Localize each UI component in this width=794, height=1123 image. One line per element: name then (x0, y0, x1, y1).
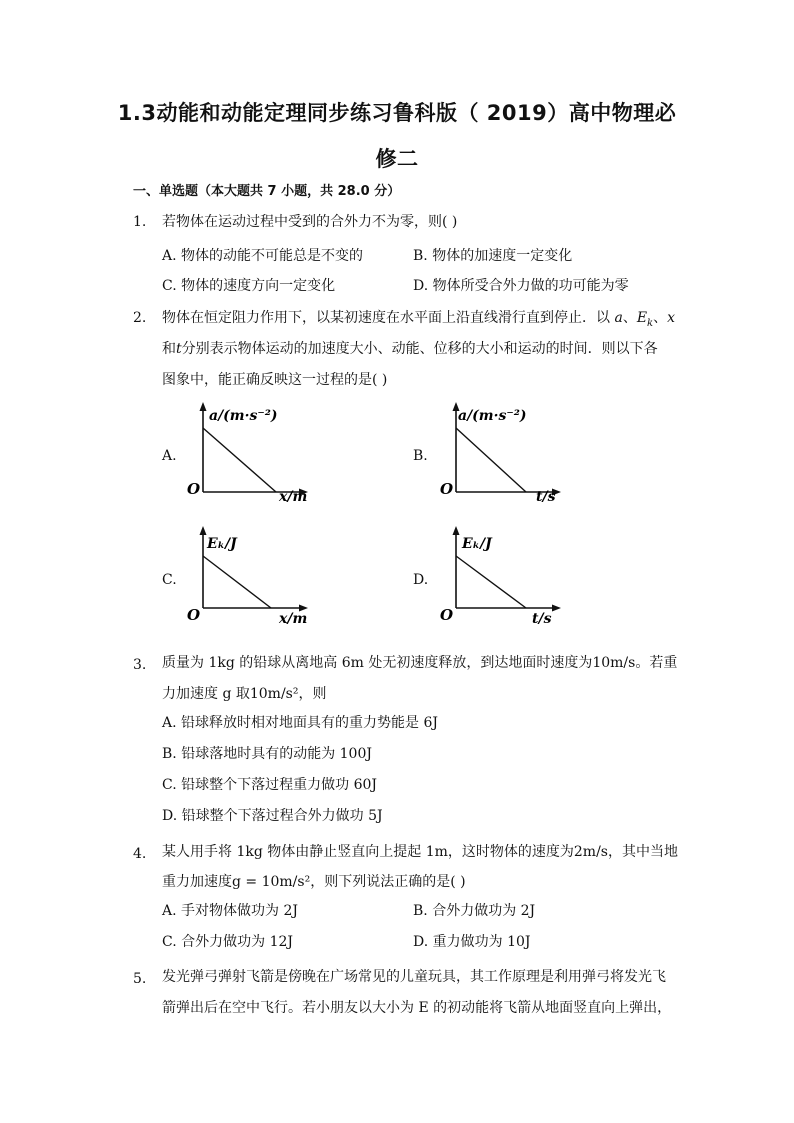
q2-and: 和 (162, 341, 176, 357)
question-2-line-2 (162, 333, 658, 365)
q2-line1-text: 物体在恒定阻力作用下，以某初速度在水平面上沿直线滑行直到停止．以 (162, 310, 610, 326)
question-number: 3. (133, 657, 147, 673)
question-5-line-1: 发光弹弓弹射飞箭是傍晚在广场常见的儿童玩具，其工作原理是利用弹弓将发光飞 (162, 969, 666, 985)
section-header: 一、单选题（本大题共 7 小题，共 28.0 分） (133, 184, 401, 199)
graph-d-origin: O (440, 606, 454, 624)
graph-c-label: C. (162, 572, 177, 588)
q1-option-b: B. 物体的加速度一定变化 (413, 248, 573, 264)
var-ek-subscript: k (647, 317, 654, 329)
graph-c (183, 524, 313, 629)
graph-a-ylabel: a/(m·s⁻²) (209, 408, 278, 424)
q4-option-c: C. 合外力做功为 12J (162, 934, 293, 950)
graph-b (436, 400, 566, 505)
question-4-line-1: 某人用手将 1kg 物体由静止竖直向上提起 1m，这时物体的速度为2m/s，其中当地 (162, 844, 678, 860)
question-number: 1. (133, 214, 147, 230)
graph-d (436, 524, 566, 629)
graph-b-xlabel: t/s (536, 489, 556, 505)
graph-a-label: A. (162, 448, 177, 464)
graph-b-origin: O (440, 480, 454, 498)
var-a: a (614, 310, 623, 326)
var-t: t (176, 341, 182, 357)
q4-option-d: D. 重力做功为 10J (413, 934, 531, 950)
graph-c-ylabel: Eₖ/J (207, 536, 237, 552)
var-ek: E (636, 310, 648, 326)
var-x: x (667, 310, 676, 326)
question-2-line-3: 图象中，能正确反映这一过程的是( ) (162, 372, 388, 388)
question-3-line-1: 质量为 1kg 的铅球从离地高 6m 处无初速度释放，到达地面时速度为10m/s。若重 (162, 655, 678, 671)
question-number: 4. (133, 846, 147, 862)
graph-a (183, 400, 313, 505)
question-3-line-2: 力加速度 g 取10m/s²，则 (162, 686, 327, 702)
q3-option-b: B. 铅球落地时具有的动能为 100J (162, 746, 372, 762)
page-title: 1.3动能和动能定理同步练习鲁科版（ 2019）高中物理必 (117, 101, 677, 125)
graph-d-label: D. (413, 572, 429, 588)
q1-option-c: C. 物体的速度方向一定变化 (162, 278, 336, 294)
q3-option-a: A. 铅球释放时相对地面具有的重力势能是 6J (162, 715, 438, 731)
graph-c-xlabel: x/m (279, 611, 308, 627)
question-number: 2. (133, 310, 147, 326)
q2-line2-rest: 分别表示物体运动的加速度大小、动能、位移的大小和运动的时间．则以下各 (181, 341, 658, 357)
separator: 、 (622, 310, 637, 326)
graph-c-origin: O (187, 606, 201, 624)
graph-d-xlabel: t/s (532, 611, 552, 627)
q1-option-d: D. 物体所受合外力做的功可能为零 (413, 278, 629, 294)
graph-a-xlabel: x/m (279, 489, 308, 505)
page-title-continued: 修二 (375, 147, 419, 171)
graph-b-ylabel: a/(m·s⁻²) (458, 408, 527, 424)
graph-a-origin: O (187, 480, 201, 498)
q3-option-c: C. 铅球整个下落过程重力做功 60J (162, 777, 377, 793)
question-1-stem: 若物体在运动过程中受到的合外力不为零，则( ) (162, 214, 458, 230)
question-4-line-2: 重力加速度g = 10m/s²，则下列说法正确的是( ) (162, 874, 466, 890)
question-5-line-2: 箭弹出后在空中飞行。若小朋友以大小为 E 的初动能将飞箭从地面竖直向上弹出， (162, 1000, 672, 1016)
q1-option-a: A. 物体的动能不可能总是不变的 (162, 248, 364, 264)
graph-d-ylabel: Eₖ/J (462, 536, 492, 552)
q3-option-d: D. 铅球整个下落过程合外力做功 5J (162, 808, 383, 824)
separator: 、 (653, 310, 668, 326)
q4-option-a: A. 手对物体做功为 2J (162, 903, 298, 919)
q4-option-b: B. 合外力做功为 2J (413, 903, 536, 919)
graph-b-label: B. (413, 448, 428, 464)
question-number: 5. (133, 971, 147, 987)
